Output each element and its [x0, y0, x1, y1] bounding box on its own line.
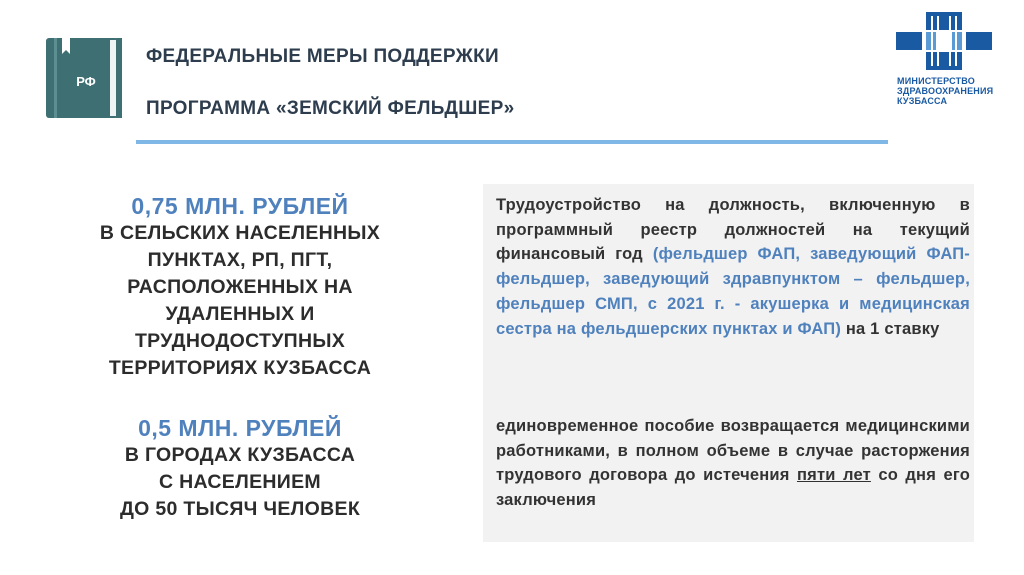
- city-description: В ГОРОДАХ КУЗБАССА С НАСЕЛЕНИЕМ ДО 50 ТЫСЯЧ ЧЕЛОВЕК: [119, 444, 361, 520]
- support-block-city: [50, 414, 430, 523]
- book-icon: [44, 36, 124, 120]
- amount-rural: 0,75 МЛН. РУБЛЕЙ: [131, 193, 349, 219]
- page-title: ФЕДЕРАЛЬНЫЕ МЕРЫ ПОДДЕРЖКИ: [146, 46, 499, 67]
- term-highlight: пяти лет: [796, 466, 871, 485]
- rural-description: В СЕЛЬСКИХ НАСЕЛЕННЫХ ПУНКТАХ, РП, ПГТ, РАСПОЛОЖЕННЫХ НА УДАЛЕННЫХ И ТРУДНОДОСТУПНЫХ ТЕРРИТОРИЯХ КУЗБАССА: [99, 222, 381, 379]
- amount-city: 0,5 МЛН. РУБЛЕЙ: [138, 415, 342, 441]
- support-block-rural: [50, 192, 430, 382]
- ministry-name: МИНИСТЕРСТВО ЗДРАВООХРАНЕНИЯ КУЗБАССА: [897, 76, 994, 106]
- positions-list: (фельдшер ФАП, заведующий ФАП-фельдшер, заведующий здравпунктом – фельдшер, фельдшер СМП, с 2021 г. - акушерка и медицинская сестра на фельдшерских пунктах и ФАП): [496, 245, 970, 338]
- employment-condition: Трудоустройство на должность, включенную в программный реестр должностей на текущий финансовый год (фельдшер ФАП, заведующий ФАП-фельдшер, заведующий здравпунктом – фельдшер, фельдшер СМП, с 2021 г. - акушерка и медицинская сестра на фельдшерских пунктах и ФАП) на 1 ставку: [496, 196, 970, 338]
- refund-condition: единовременное пособие возвращается медицинскими работниками, в полном объеме в случае расторжения трудового договора до истечения пяти лет со дня его заключения: [496, 417, 970, 510]
- header-divider: [136, 140, 888, 144]
- page-subtitle: ПРОГРАММА «ЗЕМСКИЙ ФЕЛЬДШЕР»: [146, 98, 515, 119]
- book-label: РФ: [76, 74, 96, 89]
